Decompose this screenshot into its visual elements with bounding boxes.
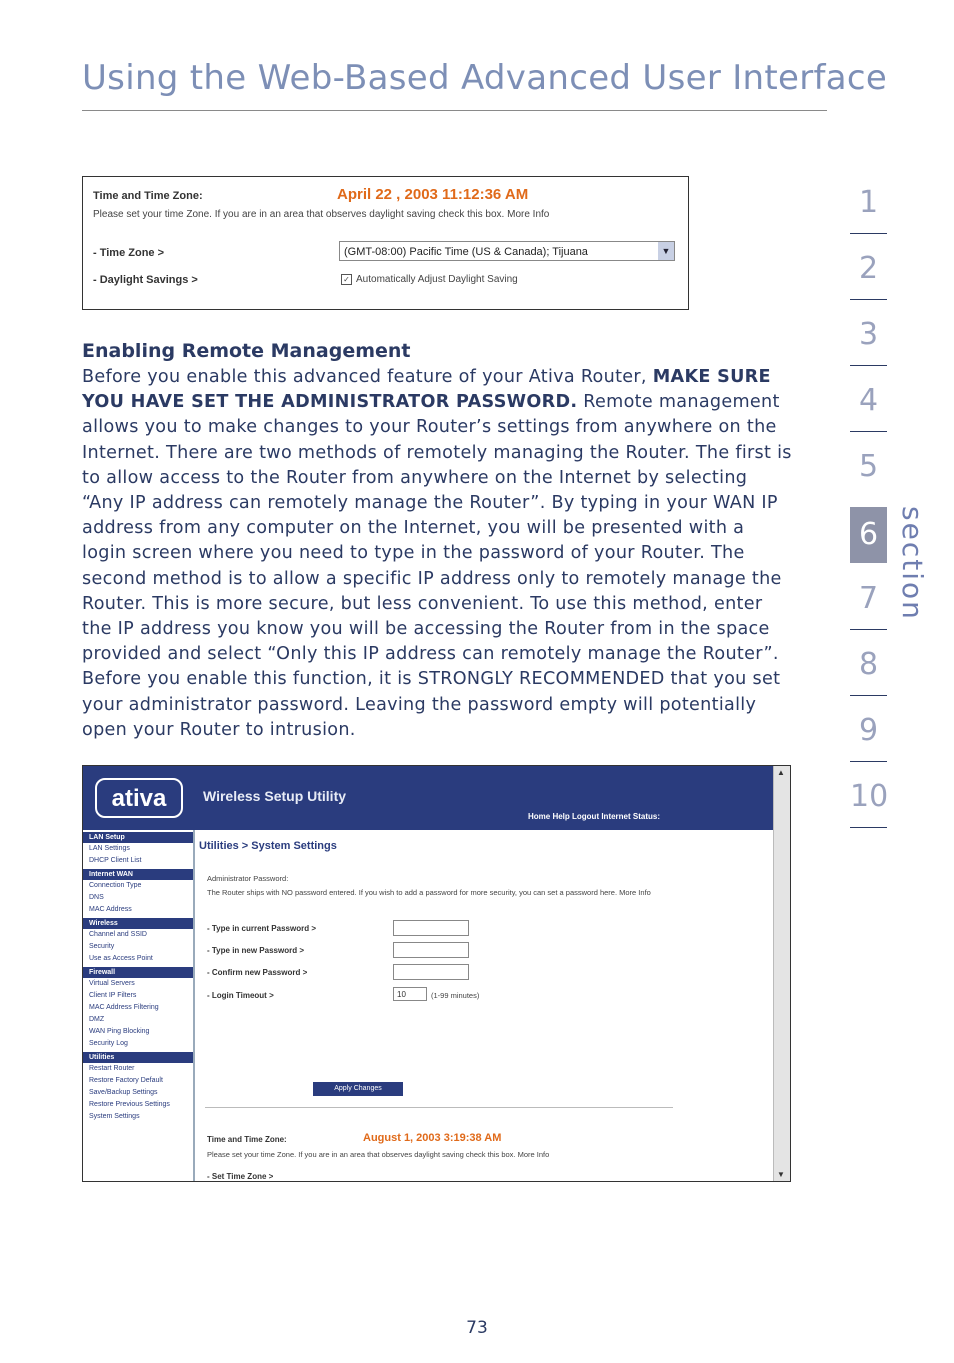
sidebar-item[interactable]: Use as Access Point — [89, 955, 153, 962]
login-timeout-label: - Login Timeout > — [207, 991, 274, 1000]
body-emphasis: MAKE SURE YOU HAVE SET THE ADMINISTRATOR PASSWORD. — [82, 367, 771, 413]
dst-option[interactable] — [341, 274, 518, 285]
nav-divider — [850, 629, 887, 630]
time-zone-select[interactable] — [339, 241, 675, 261]
router-main — [197, 830, 757, 1181]
nav-divider — [850, 365, 887, 366]
nav-divider — [850, 761, 887, 762]
page-number: 73 — [466, 1318, 488, 1338]
sidebar-item[interactable]: System Settings — [89, 1113, 140, 1120]
body-rest: Remote management allows you to make changes to your Router’s settings from anywhere on the Internet. There are two methods of remotely managing the Router. The first is to allow access to the Router from anywhere on the Internet by selecting “Any IP address can remotely manage the Router”. By typing in your WAN IP address from any computer on the Internet, you will be presented with a login screen where you need to type in the password of your Router. The second method is to allow a specific IP address only to remotely manage the Router. This is more secure, but less convenient. To use this method, enter the IP address you know you will be accessing the Router from in the space provided and select “Only this IP address can remotely manage the Router”. Before you enable this function, it is STRONGLY RECOMMENDED that you set your administrator password. Leaving the password empty will potentially open your Router to intrusion. — [82, 392, 792, 740]
section-heading: Enabling Remote Management — [82, 340, 411, 362]
current-password-label: - Type in current Password > — [207, 924, 316, 933]
sidebar-item[interactable]: Restore Factory Default — [89, 1077, 163, 1084]
section-7[interactable]: 7 — [858, 581, 879, 616]
section-10[interactable]: 10 — [850, 779, 889, 814]
ativa-logo: ativa — [95, 778, 183, 818]
nav-divider — [850, 431, 887, 432]
title-divider — [82, 110, 827, 111]
header-links[interactable]: Home Help Logout Internet Status: — [528, 812, 660, 821]
nav-divider — [850, 695, 887, 696]
section-5[interactable]: 5 — [858, 449, 879, 484]
dst-checkbox[interactable]: ✓ — [341, 274, 352, 285]
section-8[interactable]: 8 — [858, 647, 879, 682]
tz-text-2: Please set your time Zone. If you are in an area that observes daylight saving check this box. More Info — [207, 1150, 550, 1159]
system-settings-screenshot — [82, 765, 791, 1182]
nav-divider — [850, 299, 887, 300]
sidebar-item[interactable]: Security Log — [89, 1040, 128, 1047]
scrollbar[interactable] — [773, 766, 790, 1181]
sidebar-item[interactable]: LAN Settings — [89, 845, 130, 852]
set-tz-label: - Set Time Zone > — [207, 1172, 274, 1181]
sidebar-header-lan: LAN Setup — [83, 832, 193, 843]
sidebar-item[interactable]: DHCP Client List — [89, 857, 142, 864]
sidebar-item[interactable]: DMZ — [89, 1016, 105, 1023]
tz-instructions: Please set your time Zone. If you are in an area that observes daylight saving check this box. More Info — [93, 209, 550, 220]
section-label: section — [896, 506, 929, 621]
confirm-password-label: - Confirm new Password > — [207, 968, 308, 977]
sidebar-item[interactable]: Connection Type — [89, 882, 142, 889]
nav-divider — [850, 233, 887, 234]
section-2[interactable]: 2 — [858, 251, 879, 286]
sidebar-item[interactable]: Restore Previous Settings — [89, 1101, 170, 1108]
confirm-password-input[interactable] — [393, 964, 469, 980]
dst-checkbox-label: Automatically Adjust Daylight Saving — [356, 274, 518, 286]
section-6: 6 — [858, 517, 879, 552]
page-title: Using the Web-Based Advanced User Interface — [82, 58, 888, 98]
chevron-down-icon[interactable]: ▼ — [658, 242, 674, 260]
sidebar-item[interactable]: MAC Address — [89, 906, 132, 913]
new-password-label: - Type in new Password > — [207, 946, 304, 955]
tz-datetime: April 22 , 2003 11:12:36 AM — [337, 186, 529, 203]
dst-label: - Daylight Savings > — [93, 274, 198, 286]
new-password-input[interactable] — [393, 942, 469, 958]
scroll-down-icon[interactable]: ▼ — [777, 1170, 785, 1179]
sidebar-item[interactable]: Save/Backup Settings — [89, 1089, 158, 1096]
sidebar-header-utilities: Utilities — [83, 1052, 193, 1063]
body-paragraph — [82, 365, 794, 743]
login-timeout-unit: (1-99 minutes) — [431, 991, 480, 1000]
body-start: Before you enable this advanced feature of your Ativa Router, — [82, 367, 653, 387]
tz-datetime-2: August 1, 2003 3:19:38 AM — [363, 1132, 502, 1144]
app-title: Wireless Setup Utility — [203, 788, 347, 804]
time-zone-value: (GMT-08:00) Pacific Time (US & Canada); Tijuana — [344, 246, 588, 258]
breadcrumb: Utilities > System Settings — [199, 840, 337, 852]
sidebar-item[interactable]: MAC Address Filtering — [89, 1004, 159, 1011]
sidebar-item[interactable]: Channel and SSID — [89, 931, 147, 938]
admin-password-text: The Router ships with NO password entered. If you wish to add a password for more security, you can set a password here. More Info — [207, 888, 651, 897]
sidebar-header-wan: Internet WAN — [83, 869, 193, 880]
sidebar-header-wireless: Wireless — [83, 918, 193, 929]
scroll-up-icon[interactable]: ▲ — [777, 768, 785, 777]
section-3[interactable]: 3 — [858, 317, 879, 352]
sidebar-header-firewall: Firewall — [83, 967, 193, 978]
sidebar-item[interactable]: Restart Router — [89, 1065, 135, 1072]
router-sidebar — [83, 830, 195, 1181]
time-zone-screenshot — [82, 176, 689, 310]
tz-heading: Time and Time Zone: — [93, 190, 203, 202]
admin-password-heading: Administrator Password: — [207, 874, 289, 883]
nav-divider — [850, 827, 887, 828]
sidebar-item[interactable]: WAN Ping Blocking — [89, 1028, 150, 1035]
section-1[interactable]: 1 — [858, 185, 879, 220]
sidebar-item[interactable]: Client IP Filters — [89, 992, 137, 999]
router-header — [83, 766, 773, 830]
current-password-input[interactable] — [393, 920, 469, 936]
sidebar-item[interactable]: Security — [89, 943, 115, 950]
tz-heading-2: Time and Time Zone: — [207, 1135, 287, 1144]
section-4[interactable]: 4 — [858, 383, 879, 418]
tz-label: - Time Zone > — [93, 247, 165, 259]
divider — [205, 1107, 673, 1108]
section-6-active[interactable] — [850, 507, 887, 563]
sidebar-item[interactable]: Virtual Servers — [89, 980, 135, 987]
login-timeout-input[interactable]: 10 — [393, 987, 427, 1001]
apply-changes-button[interactable]: Apply Changes — [313, 1082, 403, 1096]
section-9[interactable]: 9 — [858, 713, 879, 748]
sidebar-item[interactable]: DNS — [89, 894, 104, 901]
